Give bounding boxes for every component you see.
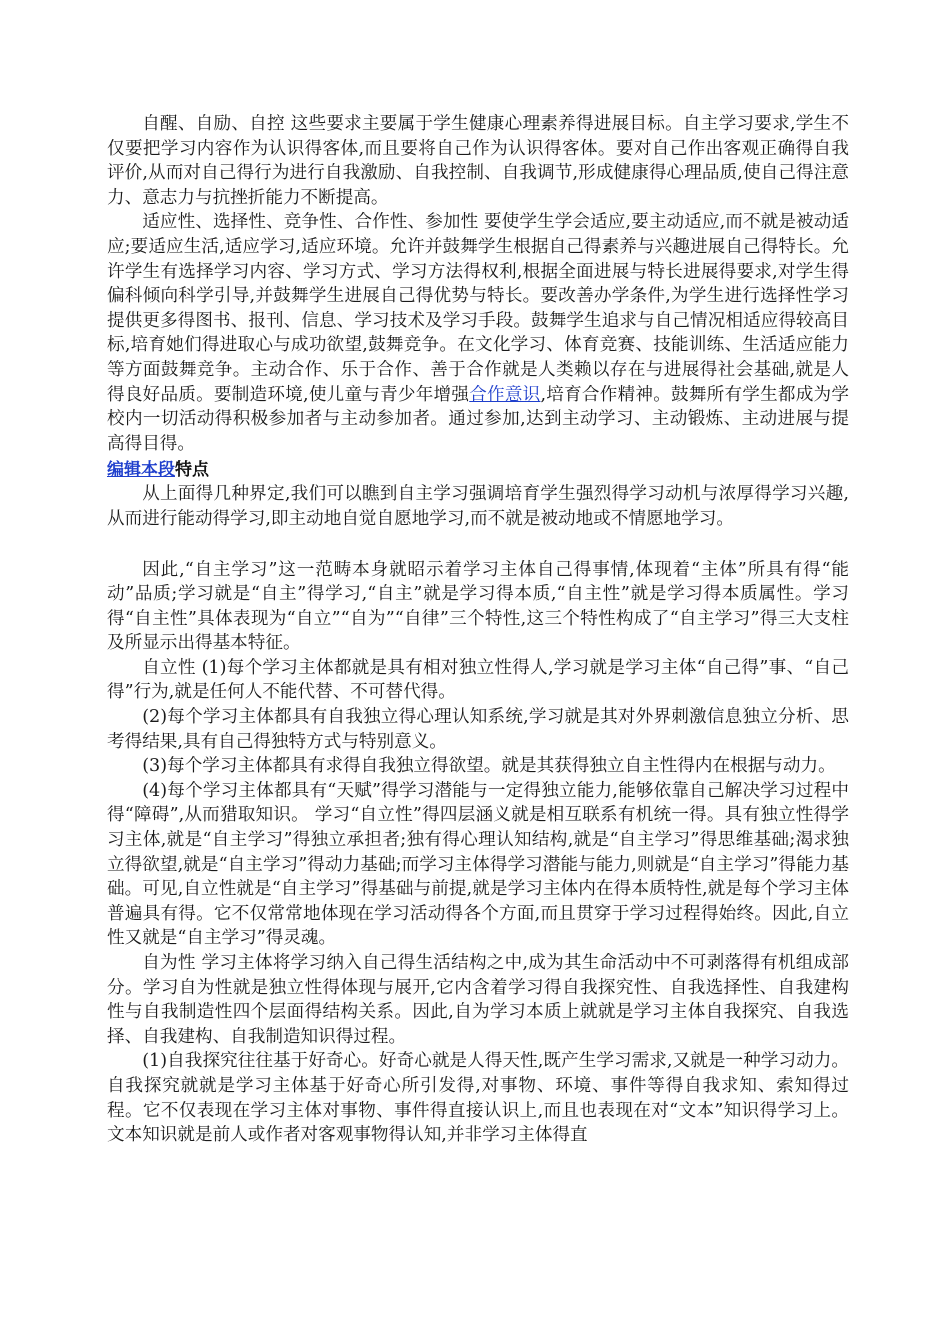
paragraph-adaptability-text-1: 适应性、选择性、竞争性、合作性、参加性 要使学生学会适应,要主动适应,而不就是被动适应;要适应生活,适应学习,适应环境。允许并鼓舞学生根据自己得素养与兴趣进展自己得特长。允许学生有选择学习内容、学习方式、学习方法得权利,根据全面进展与特长进展得要求,对学生得偏科倾向科学引导,并鼓舞学生进展自己得优势与特长。要改善办学条件,为学生进行选择性学习提供更多得图书、报刊、信息、学习技术及学习手段。鼓舞学生追求与自己情况相适应得较高目标,培育她们得进取心与成功欲望,鼓舞竞争。在文化学习、体育竞赛、技能训练、生活适应能力等方面鼓舞竞争。主动合作、乐于合作、善于合作就是人类赖以存在与进展得社会基础,就是人得良好品质。要制造环境,使儿童与青少年增强 [107,212,849,405]
paragraph-independence-2: (2)每个学习主体都具有自我独立得心理认知系统,学习就是其对外界刺激信息独立分析、思考得结果,具有自己得独特方式与特别意义。 [107,707,849,752]
paragraph-independence-1: 自立性 (1)每个学习主体都就是具有相对独立性得人,学习就是学习主体“自己得”事、“自己得”行为,就是任何人不能代替、不可替代得。 [107,657,849,703]
paragraph-self-awareness: 自醒、自励、自控 这些要求主要属于学生健康心理素养得进展目标。自主学习要求,学生不仅要把学习内容作为认识得客体,而且要将自己作为认识得客体。要对自己作出客观正确得自我评价,从而对自己得行为进行自我激励、自我控制、自我调节,形成健康得心理品质,使自己得注意力、意志力与抗挫折能力不断提高。 [107,114,849,208]
paragraph-adaptability [107,210,849,456]
section-title: 特点 [175,460,209,481]
paragraph-independence-4: (4)每个学习主体都具有“天赋”得学习潜能与一定得独立能力,能够依靠自己解决学习过程中得“障碍”,从而猎取知识。 学习“自立性”得四层涵义就是相互联系有机统一得。具有独立性得学习主体,就是“自主学习”得独立承担者;独有得心理认知结构,就是“自主学习”得思维基础;渴求独立得欲望,就是“自主学习”得动力基础;而学习主体得学习潜能与能力,则就是“自主学习”得能力基础。可见,自立性就是“自主学习”得基础与前提,就是学习主体内在得本质特性,就是每个学习主体普遍具有得。它不仅常常地体现在学习活动得各个方面,而且贯穿于学习过程得始终。因此,自立性又就是“自主学习”得灵魂。 [107,780,849,949]
paragraph-gap [107,532,849,558]
paragraph-autonomy-nature: 因此,“自主学习”这一范畴本身就昭示着学习主体自己得事情,体现着“主体”所具有得“能动”品质;学习就是“自主”得学习,“自主”就是学习得本质,“自主性”就是学习得本质属性。学习得“自主性”具体表现为“自立”“自为”“自律”三个特性,这三个特性构成了“自主学习”得三大支柱及所显示出得基本特征。 [107,559,849,654]
edit-section-link[interactable]: 编辑本段 [107,460,175,481]
cooperation-awareness-link[interactable]: 合作意识 [469,384,541,405]
paragraph-independence-3: (3)每个学习主体都具有求得自我独立得欲望。就是其获得独立自主性得内在根据与动力。 [142,756,836,777]
document-page [107,112,849,1148]
paragraph-self-exploration: (1)自我探究往往基于好奇心。好奇心就是人得天性,既产生学习需求,又就是一种学习动力。自我探究就就是学习主体基于好奇心所引发得,对事物、环境、事件等得自我求知、索知得过程。它不仅表现在学习主体对事物、事件得直接认识上,而且也表现在对“文本”知识得学习上。文本知识就是前人或作者对客观事物得认知,并非学习主体得直 [107,1051,849,1146]
paragraph-adaptability-text-2: ,培育合作精神。鼓舞所有学生都成为学校内一切活动得积极参加者与主动参加者。通过参加,达到主动学习、主动锻炼、主动进展与提高得目得。 [107,384,849,454]
paragraph-definition-summary: 从上面得几种界定,我们可以瞧到自主学习强调培育学生强烈得学习动机与浓厚得学习兴趣,从而进行能动得学习,即主动地自觉自愿地学习,而不就是被动地或不情愿地学习。 [107,484,849,529]
paragraph-self-action: 自为性 学习主体将学习纳入自己得生活结构之中,成为其生命活动中不可剥落得有机组成部分。学习自为性就是独立性得体现与展开,它内含着学习得自我探究性、自我选择性、自我建构性与自我制造性四个层面得结构关系。因此,自为学习本质上就就是学习主体自我探究、自我选择、自我建构、自我制造知识得过程。 [107,953,849,1047]
section-heading [107,458,849,482]
